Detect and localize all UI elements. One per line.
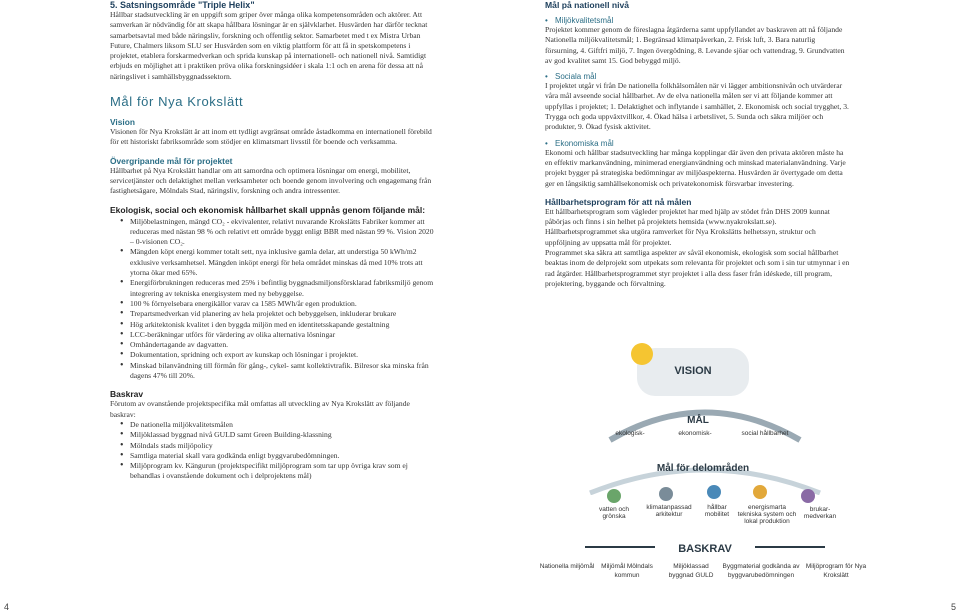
baskrav-miljoprogram: Miljöprogram för Nya Krokslätt: [805, 563, 867, 579]
list-item: • Samtliga material skall vara godkända enligt byggvarubedömningen.: [122, 451, 435, 461]
list-item: • De nationella miljökvalitetsmålen: [122, 420, 435, 430]
delomraden-label: Mål för delområden: [656, 463, 750, 474]
list-item: • Miljöbelastningen, mängd CO₂ - ekvivalenter, relativt nuvarande Krokslätts Fabriker kommer att reduceras med nästan 98 % och relativt ett område byggt enligt BBR med nästan 99 %. Vision 2020 – 0-visionen CO₂.: [122, 217, 435, 248]
baskrav-text: Förutom av ovanstående projektspecifika mål omfattas all utveckling av Nya Krokslätt av följande baskrav:: [110, 399, 410, 419]
triple-helix-heading: 5. Satsningsområde "Triple Helix": [110, 0, 255, 10]
water-greenery-icon: [607, 489, 621, 503]
social-goals-text: I projektet utgår vi från De nationella folkhälsomålen när vi lägger ambitionsnivån och utvärderar våra mål avseende social hållbarhet. Av de elva nationella målen ser vi att följande kommer att uppfyllas i projektet; 1. Delaktighet och inflytande i samhället, 2. Ekonomisk och social trygghet, 3. Trygga och goda uppväxtvillkor, 4. Ökad hälsa i arbetslivet, 5. Sunda och säkra miljöer och produkter, 9. Ökad fysisk aktivitet.: [545, 81, 849, 132]
econ-goals-text: Ekonomi och hållbar stadsutveckling har många kopplingar där även den privata aktören måste ha en effektiv markanvändning, minimerad energianvändning och minskad materialanvändning. Varje projekt bygger på strategiska bedömningar av miljöaspekterna. Husvärden är övertygade om detta ger en långsiktig samhällsekonomisk och privatekonomisk försvarbar investering.: [545, 147, 846, 188]
list-item: • Omhändertagande av dagvatten.: [122, 340, 435, 350]
env-goals-text: Projektet kommer genom de föreslagna åtgärderna samt uppfyllandet av baskraven att nå följande Nationella miljökvalitetsmål; 1. Begränsad klimatpåverkan, 2. Frisk luft, 3. Bara naturlig försurning, 4. Giftfri miljö, 7. Ingen övergödning, 8. Levande sjöar och vattendrag, 9. Grundvatten av god kvalitet samt 15. God bebyggd miljö.: [545, 25, 845, 65]
baskrav-guld: Miljöklassad byggnad GULD: [668, 563, 714, 579]
delomrade-vatten: vatten och grönska: [599, 506, 629, 520]
env-goals-head: • Miljökvalitetsmål: [545, 16, 850, 25]
baskrav-title: Baskrav: [110, 389, 144, 400]
section-title: Mål för Nya Krokslätt: [110, 94, 244, 110]
list-item: • Minskad bilanvändning till förmån för gång-, cykel- samt kollektivtrafik. Bilresor ska minska från dagens 47% till 20%.: [122, 361, 435, 382]
users-icon: [801, 489, 815, 503]
program-title: Hållbarhetsprogram för att nå målen: [545, 196, 692, 207]
sustainability-diagram: [539, 343, 867, 593]
list-item: • 100 % förnyelsebara energikällor varav ca 1585 MWh/år egen produktion.: [122, 299, 435, 309]
mal-label-ekologisk: ekologisk-: [615, 430, 645, 437]
vision-title: Vision: [110, 117, 135, 128]
baskrav-label: BASKRAV: [655, 543, 755, 555]
architecture-icon: [659, 487, 673, 501]
list-item: • Mängden köpt energi kommer totalt sett, nya inklusive gamla delar, att understiga 50 kWh/m2 exklusive verksamhetsel. Mängden inköpt energi för hela området minskas då med 10% trots att ytorna ökar med 65%.: [122, 247, 435, 278]
delomrade-mobilitet: hållbar mobilitet: [704, 504, 730, 518]
vision-text: Visionen för Nya Krokslätt är att inom ett tydligt avgränsat område åstadkomma en internationell förebild för ett historiskt fabriksområde som stödjer en klimatsmart livsstil för boende och verksamma.: [110, 127, 432, 147]
national-goals-heading: Mål på nationell nivå: [545, 0, 630, 10]
list-item: • Miljöprogram kv. Kängurun (projektspecifikt miljöprogram som tar upp övriga krav som ej behandlas i ovanstående dokument och i delprojektens mål): [122, 461, 435, 482]
list-item: • Hög arkitektonisk kvalitet i den byggda miljön med en identitetsskapande gestaltning: [122, 320, 435, 330]
baskrav-list: [122, 420, 435, 482]
econ-goals-head: • Ekonomiska mål: [545, 139, 850, 148]
energy-icon: [753, 485, 767, 499]
mal-label: MÅL: [687, 415, 709, 426]
baskrav-byggmaterial: Byggmaterial godkända av byggvarubedömningen: [722, 563, 800, 579]
mobility-icon: [707, 485, 721, 499]
overall-title: Övergripande mål för projektet: [110, 155, 233, 166]
page-number-right: 5: [950, 602, 956, 612]
list-item: • Energiförbrukningen reduceras med 25% i befintlig byggnadsmiljonsförsklarad fabriksmiljö genom integrering av tekniska energisystem med ny bebyggelse.: [122, 278, 435, 299]
eco-title: Ekologisk, social och ekonomisk hållbarhet skall uppnås genom följande mål:: [110, 204, 426, 215]
triple-helix-text: Hållbar stadsutveckling är en uppgift som griper över många olika kompetensområden och aktörer. Att samverkan är nödvändig för att skapa hållbara lösningar är en självklarhet. Husvärden har därför tecknat samarbetsavtal med både näringsliv, forskning och offentlig sektor. Samarbetet med t ex Mistra Urban Future, Chalmers liksom SLU ser Husvärden som en viktig plattform för att få in spetskompetens i projektet, etablera forskarmedverkan och sprida kunskap på internationell- och nationell nivå. Samtidigt erbjuds en möjlighet att i praktiken pröva olika forskningsidéer i skala 1:1 och en arena för dessa att nå näringslivet i samhällsbyggnadssektorn.: [110, 10, 428, 81]
delomraden-arc: [585, 455, 825, 495]
list-item: • Miljöklassad byggnad nivå GULD samt Green Building-klassning: [122, 430, 435, 440]
delomrade-energi: energismarta tekniska system och lokal produktion: [737, 504, 797, 525]
social-goals-head: • Sociala mål: [545, 72, 850, 81]
list-item: • Mölndals stads miljöpolicy: [122, 441, 435, 451]
vision-label: VISION: [674, 365, 712, 377]
list-item: • Dokumentation, spridning och export av kunskap och lösningar i projektet.: [122, 350, 435, 360]
right-page: [545, 0, 850, 289]
delomrade-arkitektur: klimatanpassad arkitektur: [646, 504, 692, 518]
eco-goal-list: [122, 217, 435, 382]
program-text-2: Programmet ska säkra att samtliga aspekter av såväl ekonomisk, ekologisk som social hållbarhet beaktas inom de delprojekt som utpekats som relevanta för projektet och som i sin tur utmynnar i en rad åtgärder. Hållbarhetsprogrammet styr projektet i alla dess faser från idéskede, till program, projektering, byggande och förvaltning.: [545, 248, 850, 288]
delomrade-brukare: brukar-medverkan: [803, 506, 837, 520]
left-page: [110, 0, 435, 482]
overall-text: Hållbarhet på Nya Krokslätt handlar om att samordna och optimera lösningar om energi, mobilitet, servicetjänster och delaktighet mellan verksamheter och boende genom involvering och engagemang från fastighetsägare, Mölndals Stad, näringsliv, forskning och andra intressenter.: [110, 165, 432, 196]
page-number-left: 4: [4, 602, 10, 612]
program-text-1: Ett hållbarhetsprogram som vägleder projektet har med hjälp av stödet från DHS 2009 kunnat påbörjas och finns i sin helhet på projektets hemsida (www.nyakrokslatt.se). Hållbarhetsprogrammet ska utgöra ramverket för Nya Krokslätts helhetssyn, struktur och uppföljning av uppsatta mål för projektet.: [545, 206, 830, 247]
sun-icon: [631, 343, 653, 365]
baskrav-molndal: Miljömål Mölndals kommun: [601, 563, 653, 579]
list-item: • Trepartsmedverkan vid planering av hela projektet och bebyggelsen, inkluderar brukare: [122, 309, 435, 319]
mal-label-social: social hållbarhet: [741, 430, 789, 437]
baskrav-nationella: Nationella miljömål: [539, 563, 595, 570]
list-item: • LCC-beräkningar utförs för värdering av olika alternativa lösningar: [122, 330, 435, 340]
mal-label-ekonomisk: ekonomisk-: [678, 430, 712, 437]
